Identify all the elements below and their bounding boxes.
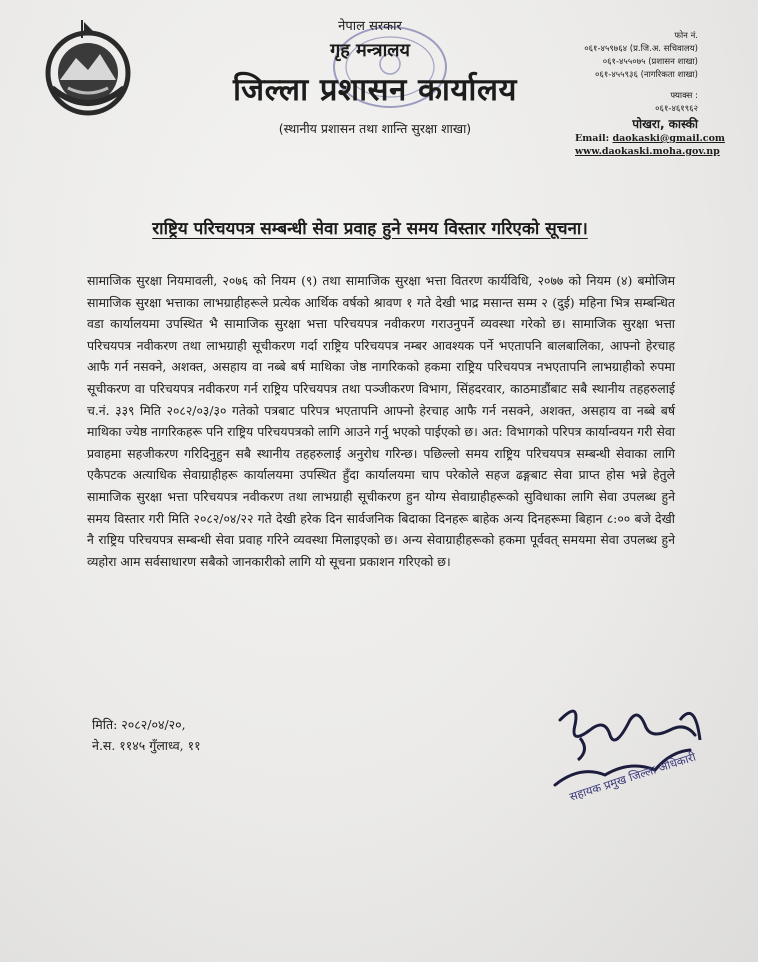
nepal-sambat-date: ने.स. ११४५ गुँलाध्व, ११ <box>92 738 201 753</box>
ministry-label: गृह मन्त्रालय <box>330 40 410 61</box>
phone-block <box>584 30 698 82</box>
phone-number: ०६१-४५५९३६ (नागरिकता शाखा) <box>595 70 698 80</box>
email-link[interactable]: daokaski@gmail.com <box>612 133 725 144</box>
date-block <box>92 714 201 756</box>
handwritten-signature <box>520 690 730 840</box>
nepal-emblem-icon <box>38 18 138 118</box>
email-block <box>575 132 725 158</box>
country-label: नेपाल सरकार <box>338 19 402 34</box>
signatory-title: सहायक प्रमुख जिल्ला अधिकारी <box>567 749 698 804</box>
notice-body <box>87 270 675 572</box>
date-line: मिति: २०८२/०४/२०, <box>92 717 186 732</box>
fax-label: फ्याक्स : <box>670 91 698 101</box>
fax-number: ०६१-४६१९६२ <box>655 104 698 114</box>
branch-label: (स्थानीय प्रशासन तथा शान्ति सुरक्षा शाखा) <box>278 121 472 136</box>
notice-title: राष्ट्रिय परिचयपत्र सम्बन्धी सेवा प्रवाह हुने समय विस्तार गरिएको सूचना। <box>152 219 588 239</box>
fax-block <box>655 90 698 116</box>
email-label: Email: <box>575 133 610 144</box>
phone-label: फोन नं. <box>674 31 698 41</box>
website-link[interactable]: www.daokaski.moha.gov.np <box>575 146 720 157</box>
city-label: पोखरा, कास्की <box>632 117 698 131</box>
phone-number: ०६१-४५९७६४ (प्र.जि.अ. सचिवालय) <box>584 44 698 54</box>
office-title: जिल्ला प्रशासन कार्यालय <box>233 72 517 108</box>
phone-number: ०६१-४५५०७५ (प्रशासन शाखा) <box>602 57 698 67</box>
notice-paragraph: सामाजिक सुरक्षा नियमावली, २०७६ को नियम (९) तथा सामाजिक सुरक्षा भत्ता वितरण कार्यविधि, २०७७ को नियम (४) बमोजिम सामाजिक सुरक्षा भत्ताका लाभग्राहीहरूले प्रत्येक आर्थिक वर्षको श्रावण १ गते देखी भाद्र मसान्त सम्म २ (दुई) महिना भित्र सम्बन्धित वडा कार्यालयमा उपस्थित भै सामाजिक सुरक्षा भत्ता परिचयपत्र नवीकरण गराउनुपर्ने व्यवस्था गरेको छ। सामाजिक सुरक्षा भत्ता परिचयपत्र नवीकरण तथा लाभग्राही सूचीकरण गर्दा राष्ट्रिय परिचयपत्र नम्बर आवश्यक पर्ने भएतापनि बालबालिका, आफ्नो हेरचाह आफै गर्न नसक्ने, अशक्त, असहाय वा नब्बे बर्ष माथिका जेष्ठ नागरिकको हकमा राष्ट्रिय परिचयपत्र नभएतापनि लाभग्राहीको रुपमा सूचीकरण वा परिचयपत्र नवीकरण गर्न राष्ट्रिय परिचयपत्र तथा पञ्जीकरण विभाग, सिंहदरवार, काठमाडौंबाट सबै स्थानीय तहहरुलाई च.नं. ३३९ मिति २०८२/०३/३० गतेको पत्रबाट परिपत्र भएतापनि आफ्नो हेरचाह आफै गर्न नसक्ने, अशक्त, असहाय वा नब्बे बर्ष माथिका ज्येष्ठ नागरिकहरू पनि राष्ट्रिय परिचयपत्रको लागि आउने गर्नु भएको पाईएको छ। अत: विभागको परिपत्र कार्यान्वयन गरी सेवा प्रवाहमा सहजीकरण गरिदिनुहुन सबै स्थानीय तहहरुलाई अनुरोध गरिन्छ। पछिल्लो समय राष्ट्रिय परिचयपत्र सम्बन्धी सेवाका लागि एकैपटक अत्याधिक सेवाग्राहीहरू कार्यालयमा उपस्थित हुँदा कार्यालयमा चाप परेकोले सहज ढङ्गबाट सेवा प्राप्त होस भन्ने हेतुले सामाजिक सुरक्षा भत्ता परिचयपत्र नवीकरण तथा लाभग्राही सूचीकरण हुन योग्य सेवाग्राहीहरूको सुविधाका लागि सेवा उपलब्ध हुने समय विस्तार गरी मिति २०८२/०४/२२ गते देखी हरेक दिन सार्वजनिक बिदाका दिनहरू बाहेक अन्य दिनहरूमा बिहान ८:०० बजे देखी नै राष्ट्रिय परिचयपत्र सम्बन्धी सेवा प्रवाह गरिने व्यवस्था मिलाइएको छ। अन्य सेवाग्राहीहरूको हकमा पूर्ववत् समयमा सेवा उपलब्ध हुने व्यहोरा आम सर्वसाधारण सबैको जानकारीको लागि यो सूचना प्रकाशन गरिएको छ। <box>87 273 675 569</box>
